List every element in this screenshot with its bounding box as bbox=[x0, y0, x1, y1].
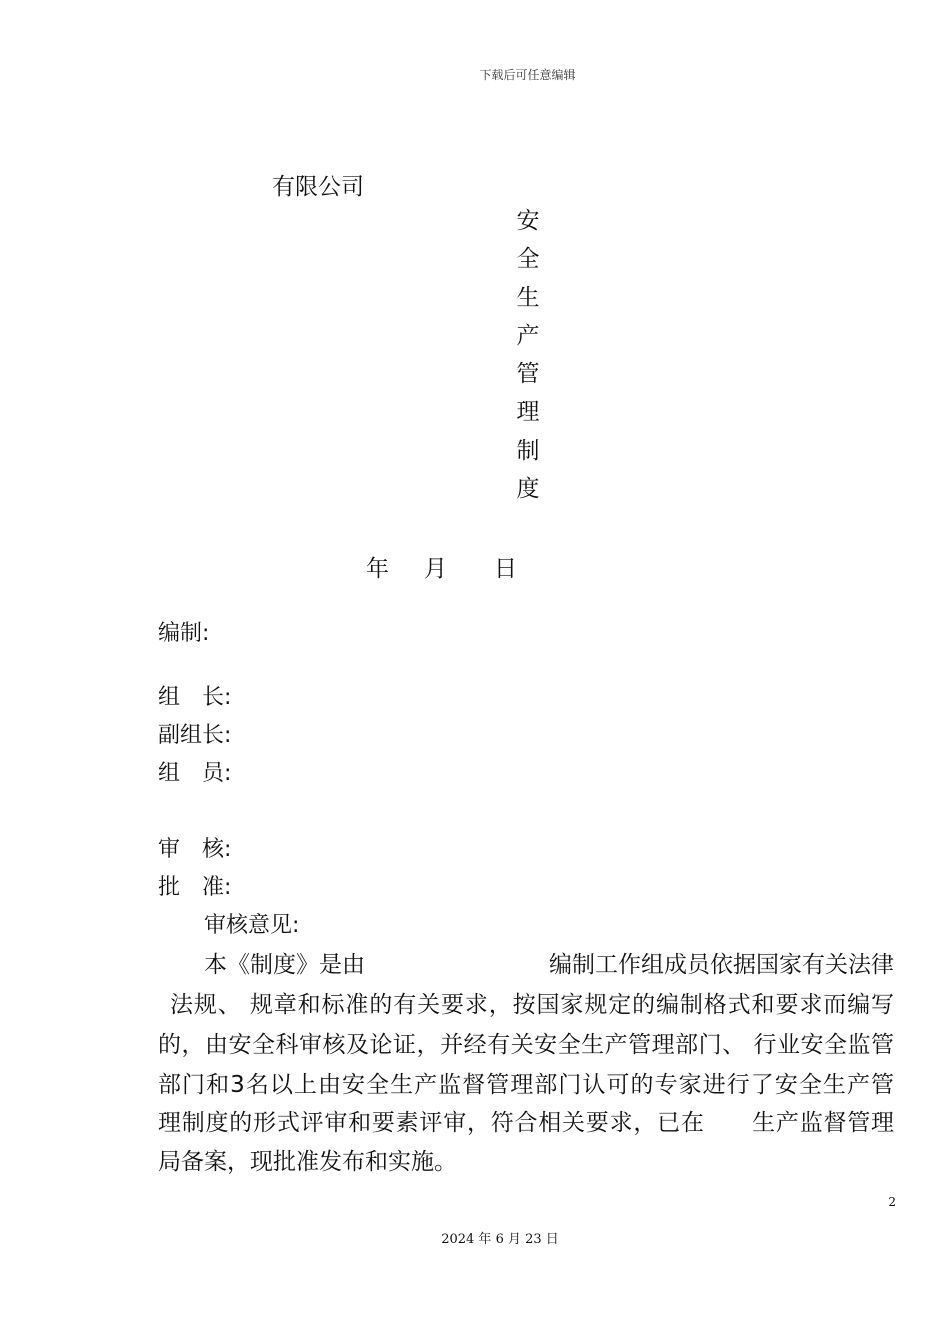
leader-label: 组 长: bbox=[158, 685, 232, 710]
title-char: 全 bbox=[516, 246, 540, 273]
review-opinion-label: 审核意见: bbox=[204, 913, 300, 938]
reviewer-label: 审 核: bbox=[158, 837, 232, 862]
footer-date: 2024 年 6 月 23 日 bbox=[441, 1232, 559, 1247]
title-char: 生 bbox=[516, 284, 540, 311]
company-name: 有限公司 bbox=[272, 174, 364, 200]
deputy-leader-label: 副组长: bbox=[158, 723, 232, 748]
page-number: 2 bbox=[888, 1195, 896, 1209]
compiled-by-label: 编制: bbox=[158, 621, 210, 646]
body-line: 部门和3名以上由安全生产监督管理部门认可的专家进行了安全生产管 bbox=[158, 1072, 894, 1098]
date-month: 月 bbox=[424, 556, 447, 582]
title-char: 度 bbox=[516, 476, 540, 503]
members-label: 组 员: bbox=[158, 761, 232, 786]
body-line: 的，由安全科审核及论证，并经有关安全生产管理部门、 行业安全监管 bbox=[158, 1032, 894, 1058]
title-char: 安 bbox=[516, 208, 540, 234]
document-title-vertical bbox=[512, 202, 544, 508]
approver-label: 批 准: bbox=[158, 875, 232, 900]
body-line: 本《制度》是由 编制工作组成员依据国家有关法律 bbox=[204, 952, 894, 978]
body-line: 理制度的形式评审和要素评审，符合相关要求，已在 生产监督管理 bbox=[158, 1110, 894, 1136]
title-char: 产 bbox=[516, 322, 540, 349]
title-char: 管 bbox=[516, 361, 540, 388]
title-char: 制 bbox=[516, 437, 540, 464]
date-year: 年 bbox=[366, 556, 389, 582]
body-line: 法规、 规章和标准的有关要求，按国家规定的编制格式和要求而编写 bbox=[170, 992, 894, 1018]
title-char: 理 bbox=[516, 399, 540, 426]
header-note: 下载后可任意编辑 bbox=[479, 68, 576, 82]
body-line: 局备案，现批准发布和实施。 bbox=[158, 1149, 457, 1175]
date-day: 日 bbox=[494, 556, 517, 582]
